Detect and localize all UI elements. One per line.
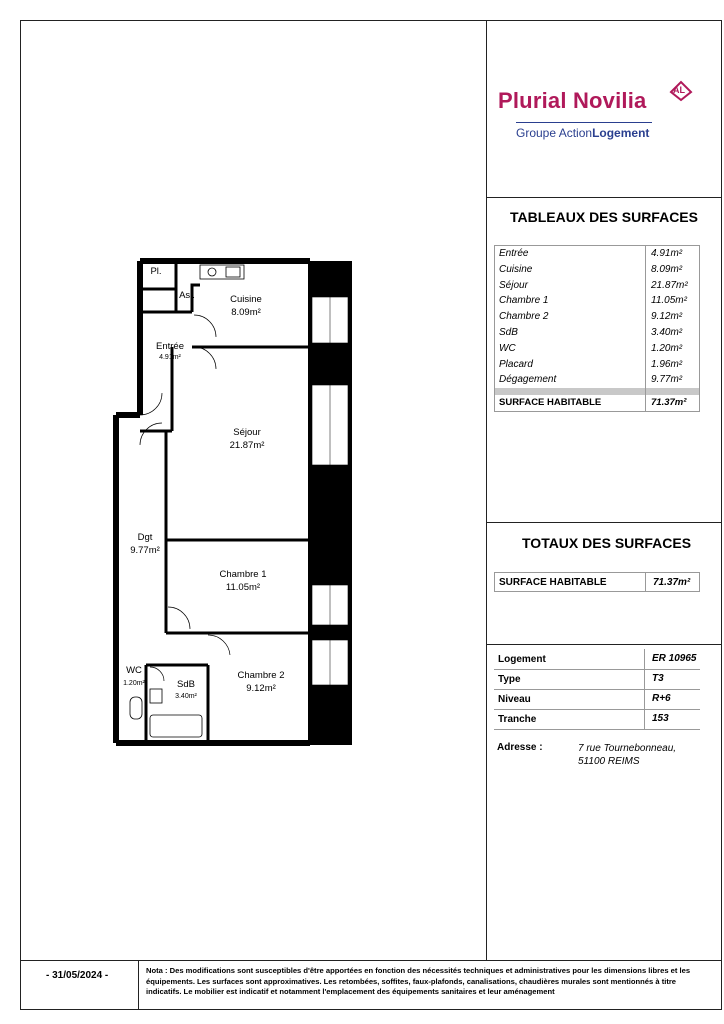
table-row — [495, 262, 699, 278]
info-row-type — [494, 669, 700, 690]
row-label: Cuisine — [499, 263, 533, 275]
info-label: Type — [498, 674, 521, 685]
label-wc-area: 1.20m² — [123, 680, 145, 687]
table-row — [495, 372, 699, 388]
row-value: 4.91m² — [651, 248, 683, 259]
floor-plan — [110, 255, 370, 750]
divider-line — [486, 644, 722, 645]
label-entree: Entrée — [156, 341, 184, 352]
label-cuisine-area: 8.09m² — [231, 307, 261, 318]
label-cuisine: Cuisine — [230, 294, 262, 305]
totals-value: 71.37m² — [653, 577, 691, 588]
address-label: Adresse : — [497, 742, 543, 753]
row-label: Chambre 1 — [499, 295, 549, 307]
table-column-separator — [644, 689, 645, 709]
surface-habitable-row — [495, 395, 699, 411]
label-wc: WC — [126, 665, 142, 676]
row-value: 9.77m² — [651, 374, 683, 386]
row-label: SdB — [499, 326, 518, 338]
footer-column-divider — [138, 960, 139, 1010]
logo-underline — [516, 122, 652, 123]
surface-habitable-label: SURFACE HABITABLE — [499, 397, 602, 409]
label-dgt: Dgt — [137, 532, 153, 543]
row-label: Entrée — [499, 248, 529, 259]
footer-divider — [20, 960, 722, 961]
row-value: 11.05m² — [651, 295, 687, 307]
info-value: R+6 — [652, 693, 671, 704]
logo-sub-regular: Groupe Action — [516, 126, 593, 140]
row-label: Chambre 2 — [499, 311, 549, 323]
inner-walls — [137, 261, 310, 743]
table-column-separator — [644, 709, 645, 729]
label-sejour-area: 21.87m² — [229, 440, 265, 451]
totals-label: SURFACE HABITABLE — [499, 577, 607, 588]
row-value: 21.87m² — [651, 279, 688, 291]
surfaces-title: TABLEAUX DES SURFACES — [510, 209, 698, 225]
label-chambre1: Chambre 1 — [219, 569, 267, 580]
row-value: 8.09m² — [651, 263, 683, 275]
divider-line — [486, 197, 722, 198]
label-chambre2: Chambre 2 — [237, 670, 285, 681]
totals-row — [494, 572, 700, 592]
address-line1: 7 rue Tournebonneau, — [578, 743, 677, 754]
table-column-separator — [645, 573, 646, 591]
table-row — [495, 309, 699, 325]
row-value: 1.96m² — [651, 358, 683, 370]
table-column-separator — [644, 669, 645, 689]
row-label: Séjour — [499, 279, 528, 291]
row-value: 1.20m² — [651, 342, 683, 354]
row-label: WC — [499, 342, 516, 354]
label-sejour: Séjour — [233, 427, 261, 438]
table-spacer — [495, 388, 699, 395]
row-value: 9.12m² — [651, 311, 683, 323]
address-line2: 51100 REIMS — [578, 756, 640, 767]
label-sdb-area: 3.40m² — [175, 693, 197, 700]
address-value — [578, 742, 676, 768]
logo-name: Plurial Novilia — [498, 88, 647, 113]
label-dgt-area: 9.77m² — [130, 545, 160, 556]
table-row — [495, 293, 699, 309]
label-chambre1-area: 11.05m² — [225, 582, 261, 593]
logo-badge: AL — [673, 85, 685, 95]
logo-subtitle — [516, 126, 649, 140]
disclaimer-note: Nota : Des modifications sont susceptibles d'être apportées en fonction des nécessités techniques et administratives pour les dimensions libres et les équipements. Les surfaces sont approximatives. Les retombées, soffites, faux-plafonds, canalisations, chaudières murales sont mentionnés à titre indicatifs. Le mobilier est indicatif et notamment l'emplacement des équipements sanitaires et leur aménagement — [146, 966, 691, 996]
info-value: 153 — [652, 713, 669, 724]
surfaces-table — [494, 245, 700, 412]
info-label: Logement — [498, 654, 546, 665]
door-swings — [137, 315, 230, 681]
row-label: Placard — [499, 358, 533, 370]
table-row — [495, 246, 699, 262]
surface-habitable-value: 71.37m² — [651, 397, 687, 409]
table-column-separator — [644, 649, 645, 669]
info-label: Tranche — [498, 714, 537, 725]
table-row — [495, 357, 699, 373]
info-row-niveau — [494, 689, 700, 710]
info-row-logement — [494, 649, 700, 670]
info-label: Niveau — [498, 694, 531, 705]
label-pl: Pl. — [150, 266, 162, 277]
divider-line — [486, 522, 722, 523]
row-label: Dégagement — [499, 374, 557, 386]
date: - 31/05/2024 - — [46, 970, 109, 981]
table-row — [495, 325, 699, 341]
info-value: T3 — [652, 673, 664, 684]
info-row-tranche — [494, 709, 700, 730]
label-asl: Asl. — [179, 290, 195, 301]
label-entree-area: 4.91m² — [159, 354, 181, 361]
table-row — [495, 341, 699, 357]
info-value: ER 10965 — [652, 653, 697, 664]
label-sdb: SdB — [177, 679, 195, 690]
table-row — [495, 278, 699, 294]
row-value: 3.40m² — [651, 326, 683, 338]
logo-sub-bold: Logement — [592, 126, 650, 140]
totals-title: TOTAUX DES SURFACES — [522, 535, 692, 551]
column-divider — [486, 20, 487, 960]
label-chambre2-area: 9.12m² — [246, 683, 276, 694]
